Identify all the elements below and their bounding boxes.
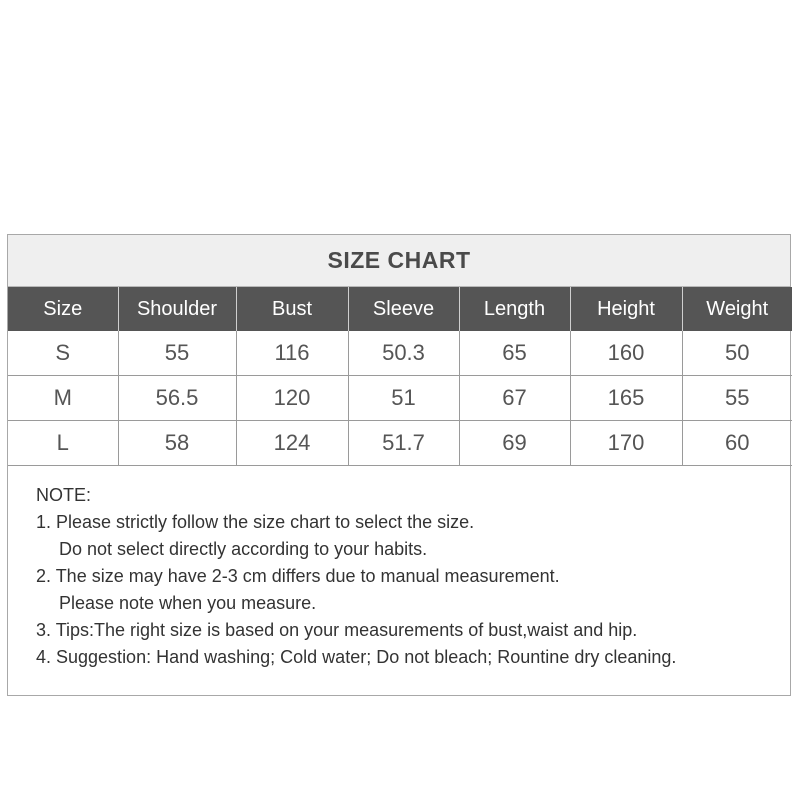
column-header-bust: Bust xyxy=(236,287,348,331)
table-cell: 50 xyxy=(682,331,792,376)
table-cell: M xyxy=(8,376,118,421)
table-row xyxy=(8,331,792,376)
table-header-row xyxy=(8,287,792,331)
column-header-height: Height xyxy=(570,287,682,331)
table-cell: 170 xyxy=(570,421,682,466)
size-table xyxy=(8,287,792,466)
table-cell: 165 xyxy=(570,376,682,421)
note-line: 1. Please strictly follow the size chart to select the size. xyxy=(36,512,475,532)
note-line: 4. Suggestion: Hand washing; Cold water; Do not bleach; Rountine dry cleaning. xyxy=(36,647,677,667)
table-cell: 58 xyxy=(118,421,236,466)
note-line: 2. The size may have 2-3 cm differs due to manual measurement. xyxy=(36,566,560,586)
table-row xyxy=(8,376,792,421)
table-cell: 69 xyxy=(459,421,570,466)
table-cell: L xyxy=(8,421,118,466)
column-header-shoulder: Shoulder xyxy=(118,287,236,331)
note-line: 3. Tips:The right size is based on your measurements of bust,waist and hip. xyxy=(36,620,638,640)
notes-heading: NOTE: xyxy=(36,485,92,505)
table-cell: 56.5 xyxy=(118,376,236,421)
table-cell: 51.7 xyxy=(348,421,459,466)
table-cell: 65 xyxy=(459,331,570,376)
table-cell: 116 xyxy=(236,331,348,376)
table-cell: 51 xyxy=(348,376,459,421)
table-cell: 160 xyxy=(570,331,682,376)
notes-section xyxy=(8,466,790,671)
column-header-weight: Weight xyxy=(682,287,792,331)
table-row xyxy=(8,421,792,466)
table-cell: 55 xyxy=(118,331,236,376)
note-line: Please note when you measure. xyxy=(59,593,317,613)
table-cell: 67 xyxy=(459,376,570,421)
size-chart xyxy=(7,234,791,696)
note-line: Do not select directly according to your habits. xyxy=(59,539,428,559)
chart-title: SIZE CHART xyxy=(8,235,790,287)
table-cell: S xyxy=(8,331,118,376)
table-cell: 50.3 xyxy=(348,331,459,376)
column-header-length: Length xyxy=(459,287,570,331)
column-header-size: Size xyxy=(8,287,118,331)
table-cell: 120 xyxy=(236,376,348,421)
table-cell: 55 xyxy=(682,376,792,421)
table-cell: 60 xyxy=(682,421,792,466)
column-header-sleeve: Sleeve xyxy=(348,287,459,331)
table-cell: 124 xyxy=(236,421,348,466)
